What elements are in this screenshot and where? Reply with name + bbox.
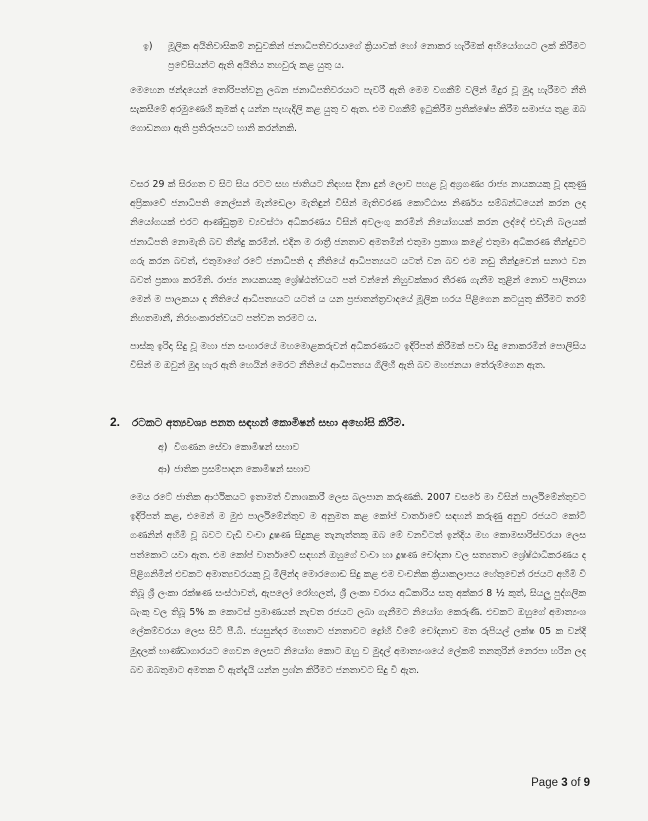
item-text: මූලික අයිතිවාසිකම් නඩුවකින් ජනාධිපතිවරයාගේ ක්‍රියාවක් හෝ නොකර හැරීමක් අභියෝගයට ලක් කිරීමට ප්‍රවේසියන්ට ඇති අයිතිය තහවුරු කළ යුතු ය. [168, 41, 586, 72]
paragraph: පාස්කු ඉරිදා සිදු වූ මහා ජන සංහාරයේ මහමොළකරුවන් අධිකරණයට ඉදිරිපත් කිරීමක් පවා සිදු නොකරමින් පොලිසිය විසින් ම ඔවුන් මුදා හැර ඇති හෙයින් මෙරට නීතියේ ආධිපත්‍යය ගිලිහී ඇති බව මහජනයා තේරුම්ගෙන ඇත. [130, 341, 586, 372]
list-marker: අ) [158, 442, 168, 453]
paragraph: මෙය රටේ ජාතික ආර්ථිකයට ඉතාමත් විනාශකාරී ලෙස බලපාන කරුණකි. 2007 වසරේ මා විසින් පාර්ලිමේන්තුවට ඉදිරිපත් කළ, එමෙන් ම මුළු පාර්ලිමේන්තුව ම අනුමත කළ කෝප් වාර්තාවේ සඳහන් කරුණු අනුව රජයට කෝටි ගණනින් අහිමි වූ බවට වැඩි වංචා දූෂණ සිදුකළ තැනැත්තකු ඔබ මේ වනවිටත් ඉන්දිය මහ කොමසාරිස්වරයා ලෙස පත්කොට යවා ඇත. එම කෝප් වාර්තාවේ සඳහන් ඔහුගේ වංචා හා දූෂණ චෝදනා වල සත්‍යතාව ශ්‍රේෂ්ඨාධිකරණය ද පිළිගනිමින් එවකට අමාත්‍යවරයකු වූ මිලින්ද මොරගොඩ සිදු කළ එම වංචනික ක්‍රියාකලාපය හේතුවෙන් රජයට අහිමි වී තිබූ ශ්‍රී ලංකා රක්ෂණ සංස්ථාවත්, ඇපලෝ රෝහලත්, ශ්‍රී ලංකා වරාය අධිකාරිය සතු අක්කර 8 ½ කුත්, සියලු පුද්ගලික බැංකු වල තිබූ 5% ක කොටස් ප්‍රමාණයත් නැවත රජයට ලබා ගැනීමට නියෝග කෙරුණි. එවකට ඔහුගේ අමාත්‍යංශ ලේකම්වරයා ලෙස සිටි පී.බී. ජයසුන්දර මහතාට ජනතාවට ද්‍රෝහි වීමේ චෝදනාව මත රුපියල් ලක්ෂ 05 ක වන්දි මුදලක් භාණ්ඩාගාරයට ගෙවන ලෙසට නියෝග කොට ඔහු ව මුදල් අමාත්‍යංශයේ ලේකම් තනතුරින් නෙරපා හරින ලද බව ඔබතුමාට අමතක වී ඇත්දැයි යන්න ප්‍රශ්න කිරීමට ජනතාවට සිදු වී ඇත. [130, 492, 586, 676]
section-heading [110, 413, 586, 432]
total-pages: 9 [583, 777, 590, 789]
list-marker: ආ) [158, 464, 171, 475]
section-title: රටකට අත්‍යවශ්‍ය පනත සඳහන් කොමිෂන් සභා අහෝසි කිරීම. [132, 417, 406, 429]
page-footer [531, 777, 590, 789]
list-item [158, 439, 299, 457]
list-item-text: ජාතික ප්‍රසම්පාදන කොමිෂන් සභාව [174, 464, 311, 475]
list-item [158, 461, 310, 479]
page-number: 3 [561, 777, 568, 789]
of-word: of [570, 777, 581, 789]
list-item-text: විගණන සේවා කොමිෂන් සභාව [174, 442, 300, 453]
section-number: 2. [110, 415, 121, 429]
page-word: Page [531, 777, 558, 789]
paragraph: මෙහෙන ඡන්දයෙන් තෝරිපත්වනු ලබන ජනාධිපතිවරයාට පැවරී ඇති මෙම වගකීම් වලින් මිදුර වූ මුදා හැරීමට නීති සැකසීමේ අරමුණෙහි කුමක් ද යන්න පැහැදිලි කළ යුතු ව ඇත. එම වගකීම් ඉටුකිරීම ප්‍රතික්ෂේප කිරීම සමාජය තුළ ඔබ ගොඩනගා ඇති ප්‍රතිරූපයට හානි කරන්නකි. [130, 85, 586, 135]
item-marker: ඉ) [143, 41, 153, 52]
paragraph: වසර 29 ක් සිරගත ව සිට සිය රටට සහ ජාතියට නිදහස දිනා දුන් ලොව පහළ වූ අග්‍රගණ්‍ය රාජ්‍ය නායකයකු වූ දකුණු අප්‍රිකාවේ ජනාධිපති නෙල්සන් මැන්ඩෙලා මැතිඳුන් විසින් මැතිවරණ කොට්ඨාස නිර්ණය සම්බන්ධයෙන් කරන ලද නියෝගයක් එරට ආණ්ඩුක්‍රම ව්‍යවස්ථා අධිකරණය විසින් අවලංගු කරමින් නියෝගයක් කරන ලද්දේ එවැනි බලයක් ජනාධිපති නොමැති බව තීන්දු කරමින්. එදින ම රාත්‍රී ජනතාව අමතමින් එතුමා ප්‍රකාශ කළේ එතුමා අධිකරණ තීන්දුවට ගරු කරන බවත්, එතුමාගේ රටේ ජනාධිපති ද නීතියේ ආධිපත්‍යයට යටත් වන බව එම නඩු තීන්දුවෙන් සනාථ වන බවත් ප්‍රකාශ කරමිනි. රාජ්‍ය නායකයකු ශ්‍රේෂ්ඨත්වයට පත් වන්නේ නිහුවක්කාර තීරණ ගැනීම තුළින් නොව පාලිතයා මෙන් ම පාලකයා ද නීතියේ ආධිපත්‍යයට යටත් ය යන ප්‍රජාතන්ත්‍රවාදයේ මූලික හරය පිළිගෙන කටයුතු කිරීමට තරම් නිහතමානී, නිරහංකාරත්වයට පත්වන තරමට ය. [130, 179, 586, 325]
